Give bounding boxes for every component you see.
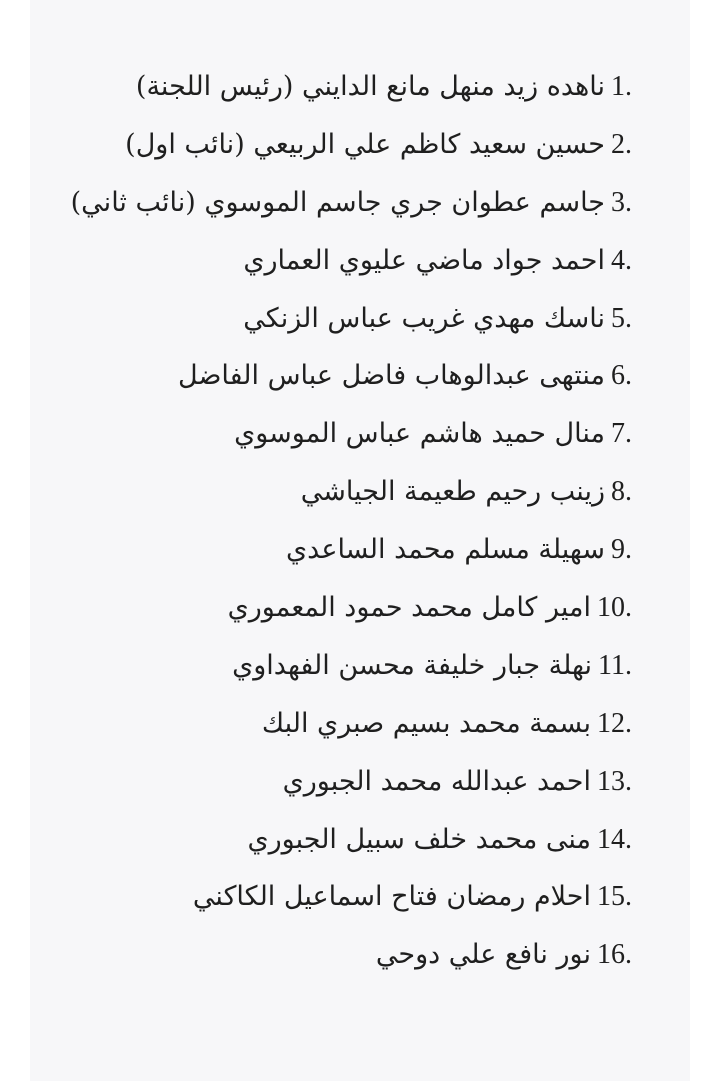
item-number: 1. [611, 71, 632, 102]
member-name: امير كامل محمد حمود المعموري [227, 592, 591, 624]
list-item [70, 753, 632, 811]
list-item [70, 232, 632, 290]
list-item [70, 463, 632, 521]
list-item [70, 695, 632, 753]
list-item [70, 347, 632, 405]
list-item [70, 579, 632, 637]
member-name: نهلة جبار خليفة محسن الفهداوي [232, 649, 593, 681]
list-item [70, 116, 632, 174]
member-name: منتهى عبدالوهاب فاضل عباس الفاضل [178, 360, 605, 392]
list-item [70, 926, 632, 984]
item-number: 5. [611, 302, 632, 334]
item-number: 2. [611, 128, 632, 160]
list-item [70, 58, 632, 116]
item-number: 15. [597, 881, 632, 913]
document-page [30, 0, 690, 1081]
list-item [70, 868, 632, 926]
list-item [70, 637, 632, 695]
member-name: حسين سعيد كاظم علي الربيعي (نائب اول) [125, 128, 605, 160]
item-number: 4. [611, 244, 632, 276]
member-name: سهيلة مسلم محمد الساعدي [286, 534, 605, 566]
member-name: زينب رحيم طعيمة الجياشي [300, 476, 605, 508]
member-name: احلام رمضان فتاح اسماعيل الكاكني [192, 881, 591, 913]
item-number: 13. [597, 765, 632, 797]
item-number: 11. [598, 649, 632, 681]
member-name: احمد جواد ماضي عليوي العماري [243, 244, 605, 276]
item-number: 16. [597, 939, 632, 971]
member-name: نور نافع علي دوحي [375, 939, 591, 971]
committee-member-list [70, 58, 632, 984]
item-number: 9. [611, 534, 632, 566]
list-item [70, 811, 632, 869]
item-number: 6. [611, 360, 632, 392]
list-item [70, 405, 632, 463]
member-name: منى محمد خلف سبيل الجبوري [247, 823, 591, 855]
list-item [70, 521, 632, 579]
item-number: 8. [611, 476, 632, 508]
member-name: احمد عبدالله محمد الجبوري [282, 765, 591, 797]
member-name: جاسم عطوان جري جاسم الموسوي (نائب ثاني) [70, 186, 605, 218]
item-number: 12. [597, 707, 632, 739]
member-name: ناسك مهدي غريب عباس الزنكي [243, 302, 605, 334]
list-item [70, 174, 632, 232]
list-item [70, 290, 632, 348]
member-name: بسمة محمد بسيم صبري البك [261, 707, 591, 739]
item-number: 7. [611, 418, 632, 450]
item-number: 10. [597, 592, 632, 624]
item-number: 3. [611, 186, 632, 218]
member-name: منال حميد هاشم عباس الموسوي [234, 418, 605, 450]
item-number: 14. [597, 823, 632, 855]
member-name: ناهده زيد منهل مانع الدايني (رئيس اللجنة) [135, 71, 605, 102]
